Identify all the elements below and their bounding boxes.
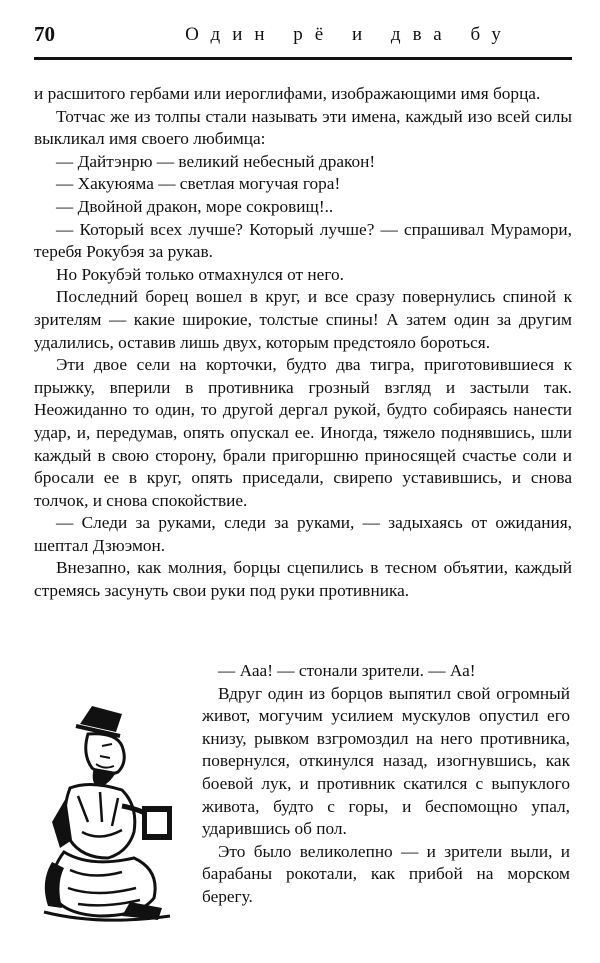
paragraph: — Следи за руками, следи за руками, — задыхаясь от ожидания, шептал Дзюэмон.	[34, 513, 572, 555]
seated-figure-icon	[30, 702, 180, 927]
paragraph: — Ааа! — стонали зрители. — Аа!	[218, 661, 476, 680]
paragraph: — Дайтэнрю — великий небесный дракон!	[56, 151, 376, 171]
page-header	[34, 18, 574, 52]
paragraph: — Хакуюяма — светлая могучая гора!	[56, 174, 341, 194]
paragraph: — Который всех лучше? Который лучше? — спрашивал Мурамори, теребя Рокубэя за рукав.	[34, 219, 572, 262]
illustrated-section	[0, 660, 600, 960]
page-number: 70	[34, 22, 55, 46]
paragraph: — Двойной дракон, море сокровищ!..	[56, 196, 334, 216]
main-text	[34, 83, 572, 603]
paragraph: Но Рокубэй только отмахнулся от него.	[56, 264, 344, 284]
paragraph: Эти двое сели на корточки, будто два тигра, приготовившиеся к прыжку, вперили в противника грозный взгляд и застыли так. Неожиданно то один, то другой дергал рукой, будто собираясь нанести удар, и, передумав, опять опускал ее. Иногда, тяжело поднявшись, шли каждый в свою сторону, брали пригоршню приносящей счастье соли и бросали ее в круг, опять приседали, свирепо уставившись, и снова толчок, и снова спокойствие.	[34, 355, 572, 510]
running-title: Один рё и два бу	[185, 24, 513, 45]
paragraph: Это было великолепно — и зрители выли, и барабаны рокотали, как прибой на морском берегу.	[202, 841, 570, 906]
paragraph: Тотчас же из толпы стали называть эти имена, каждый изо всей силы выкликал имя своего любимца:	[34, 106, 572, 149]
paragraph: Вдруг один из борцов выпятил свой огромный живот, могучим усилием мускулов опустил его книзу, рывком взгромоздил на него противника, повернулся, откинулся назад, изогнувшись, как боевой лук, и противник скатился с выпуклого живота, будто с горы, и беспомощно упал, ударившись об пол.	[202, 683, 570, 839]
paragraph: Последний борец вошел в круг, и все сразу повернулись спиной к зрителям — какие широкие, толстые спины! А затем один за другим удалились, оставив лишь двух, которым предстояло бороться.	[34, 287, 572, 352]
paragraph: Внезапно, как молния, борцы сцепились в тесном объятии, каждый стремясь засунуть свои руки под руки противника.	[34, 558, 572, 601]
side-text	[202, 660, 570, 909]
header-rule	[34, 57, 572, 60]
paragraph: и расшитого гербами или иероглифами, изображающими имя борца.	[34, 84, 541, 103]
